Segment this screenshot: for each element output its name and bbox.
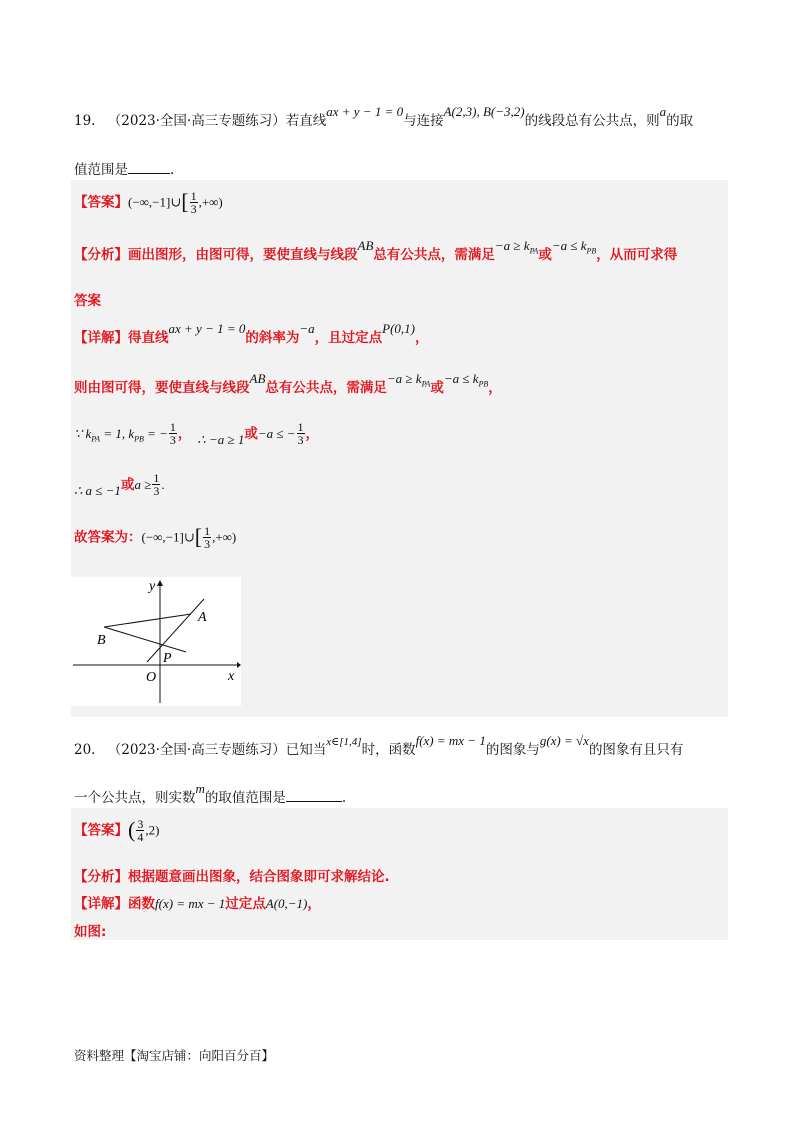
label-O: O [146, 670, 157, 685]
because-k: ∵ k [74, 426, 92, 441]
analysis-19-line2 [74, 289, 101, 309]
question-number: 19. [74, 113, 96, 129]
frac-den: 3 [190, 201, 197, 216]
fraction-one-third-2 [169, 421, 177, 446]
detail-tag-20: 【详解】 [74, 896, 128, 912]
a-ge: a ≥ [134, 477, 152, 492]
q20-with: 的图象与 [485, 742, 540, 758]
variable-m: m [195, 781, 205, 796]
detail-20-text2: 过定点 [225, 896, 266, 912]
answer-blank [128, 173, 170, 174]
q20-tail: 的图象有且只有 [588, 742, 684, 758]
cond-1b [386, 371, 431, 389]
ans-den: 4 [137, 829, 144, 844]
detail-f: f(x) = mx − 1 [155, 896, 226, 911]
cond-1 [494, 238, 539, 256]
fraction-one-third [190, 190, 198, 215]
answer-20 [74, 817, 159, 843]
detail-line2-comma: ， [488, 380, 502, 396]
final-tag: 故答案为： [74, 529, 142, 546]
final-right: ,+∞) [212, 529, 237, 545]
frac5-den: 3 [204, 536, 211, 551]
ans-open: ( [128, 817, 136, 842]
detail-comma: ， [415, 330, 429, 346]
cond-2 [551, 238, 597, 256]
cond1b-text: −a ≥ k [386, 371, 422, 386]
q20-line2: 一个公共点，则实数 [74, 790, 196, 806]
or-text-3: 或 [244, 426, 258, 442]
g-equation: g(x) = √x [539, 733, 589, 748]
domain: x∈[1,4] [326, 736, 362, 748]
period-2: . [161, 477, 165, 492]
detail-slope: −a [299, 321, 315, 336]
detail-text-1: 得直线 [128, 330, 169, 346]
analysis-tag: 【分析】 [74, 247, 128, 263]
fraction-one-third-3 [297, 421, 305, 446]
cond1-text: −a ≥ k [494, 238, 530, 253]
detail-20-comma: ， [307, 896, 321, 912]
detail-text-2: 的斜率为 [245, 330, 300, 346]
question-20-line1 [74, 733, 684, 758]
figure-19 [71, 577, 241, 706]
detail-20-text1: 函数 [128, 896, 155, 912]
cond1b-sub: PA [421, 379, 431, 389]
frac4-num: 1 [153, 471, 160, 485]
label-P: P [163, 651, 172, 666]
kPA-value: = 1, k [100, 426, 135, 441]
f-equation: f(x) = mx − 1 [415, 733, 486, 748]
analysis-19 [74, 238, 678, 265]
q19-period: . [170, 162, 175, 178]
fraction-three-quarters [136, 818, 144, 843]
sub-PB: PB [134, 434, 144, 444]
answer-left: (−∞,−1]∪ [128, 194, 182, 210]
therefore-1: ∴ −a ≥ 1 [197, 432, 245, 447]
q20-line2-tail: 的取值范围是 [204, 790, 286, 806]
frac2-num: 1 [169, 420, 176, 434]
question-number-20: 20. [74, 742, 96, 758]
segment-AB-2: AB [249, 371, 266, 386]
kPA-kPB [74, 426, 168, 444]
frac5-num: 1 [204, 523, 211, 538]
line-equation: ax + y − 1 = 0 [326, 104, 404, 119]
figure-label-20 [74, 920, 106, 940]
comma-3: ， [177, 426, 192, 442]
label-B: B [97, 633, 106, 648]
detail-point: P(0,1) [382, 321, 415, 336]
ans-num: 3 [137, 816, 144, 831]
final-left: (−∞,−1]∪ [141, 529, 195, 545]
frac-num: 1 [190, 188, 197, 203]
ans-tail: ,2) [145, 822, 160, 838]
therefore-2: ∴ a ≤ −1 [74, 483, 121, 498]
detail-line2-text1: 则由图可得，要使直线与线段 [74, 380, 250, 396]
detail-tag: 【详解】 [74, 330, 128, 346]
frac3-num: 1 [297, 420, 304, 434]
answer-blank-20 [286, 801, 342, 802]
or-text: 或 [538, 247, 552, 263]
answer-19: 【答案】(−∞,−1]∪[ $\frac{1}{3}$ ,+∞) [74, 188, 223, 216]
question-19-line2 [74, 158, 174, 178]
analysis-text-4: 答案 [74, 293, 101, 309]
analysis-tag-20: 【分析】 [74, 869, 128, 885]
detail-point-A: A(0,−1) [265, 896, 308, 911]
detail-20 [74, 892, 321, 912]
answer-tag: 【答案】 [74, 194, 128, 211]
detail-19-line1 [74, 321, 429, 346]
label-A: A [198, 610, 207, 625]
frac3-den: 3 [297, 433, 304, 447]
detail-equation: ax + y − 1 = 0 [168, 321, 246, 336]
frac2-den: 3 [169, 433, 176, 447]
answer-right: ,+∞) [198, 194, 223, 210]
variable-a: a [659, 104, 667, 119]
rutu-text: 如图: [74, 924, 107, 940]
analysis-text-20: 根据题意画出图象，结合图象即可求解结论. [128, 869, 390, 885]
or-text-4: 或 [120, 477, 135, 493]
question-source-20: （2023·全国·高三专题练习）已知当 [107, 742, 327, 758]
frac4-den: 3 [153, 484, 160, 498]
question-20-line2 [74, 781, 347, 806]
detail-19-line2 [74, 371, 502, 398]
answer-tag-20: 【答案】 [74, 822, 128, 839]
points-AB: A(2,3), B(−3,2) [443, 104, 525, 119]
final-answer-19: 故答案为：(−∞,−1]∪[ $\frac{1}{3}$ ,+∞) [74, 523, 237, 551]
sub-PA: PA [91, 434, 101, 444]
cond2-sub: PB [586, 246, 597, 256]
segment-AB: AB [357, 238, 374, 253]
cond1-sub: PA [529, 246, 539, 256]
x-label: x [228, 669, 235, 684]
or-text-2: 或 [430, 380, 444, 396]
comma-4: ， [305, 426, 320, 442]
q19-tail1: 的线段总有公共点，则 [524, 113, 660, 129]
connect-text: 与连接 [403, 113, 444, 129]
q19-tail2: 的取 [666, 113, 694, 129]
neg-a-le: −a ≤ − [257, 426, 296, 441]
cond-2b [443, 371, 489, 389]
question-19-line1 [74, 104, 694, 129]
detail-19-line3 [74, 421, 319, 446]
analysis-text-1: 画出图形，由图可得，要使直线与线段 [128, 247, 358, 263]
question-source: （2023·全国·高三专题练习）若直线 [107, 113, 327, 129]
analysis-text-3: ，从而可求得 [596, 247, 678, 263]
kPB-eq: = − [143, 426, 168, 441]
detail-19-line4 [74, 472, 165, 497]
analysis-text-2: 总有公共点，需满足 [373, 247, 495, 263]
cond2b-text: −a ≤ k [443, 371, 479, 386]
fraction-one-third-4 [152, 472, 160, 497]
y-label: y [149, 579, 156, 594]
q20-time: 时，函数 [361, 742, 416, 758]
footer: 资料整理【淘宝店铺：向阳百分百】 [74, 1048, 275, 1063]
cond2b-sub: PB [478, 379, 489, 389]
detail-line2-text2: 总有公共点，需满足 [265, 380, 387, 396]
q19-line2: 值范围是 [74, 162, 128, 178]
cond2-text: −a ≤ k [551, 238, 587, 253]
q20-period: . [341, 790, 347, 806]
fraction-one-third-5 [203, 525, 211, 550]
analysis-20 [74, 865, 390, 885]
detail-text-3: ，且过定点 [314, 330, 383, 346]
